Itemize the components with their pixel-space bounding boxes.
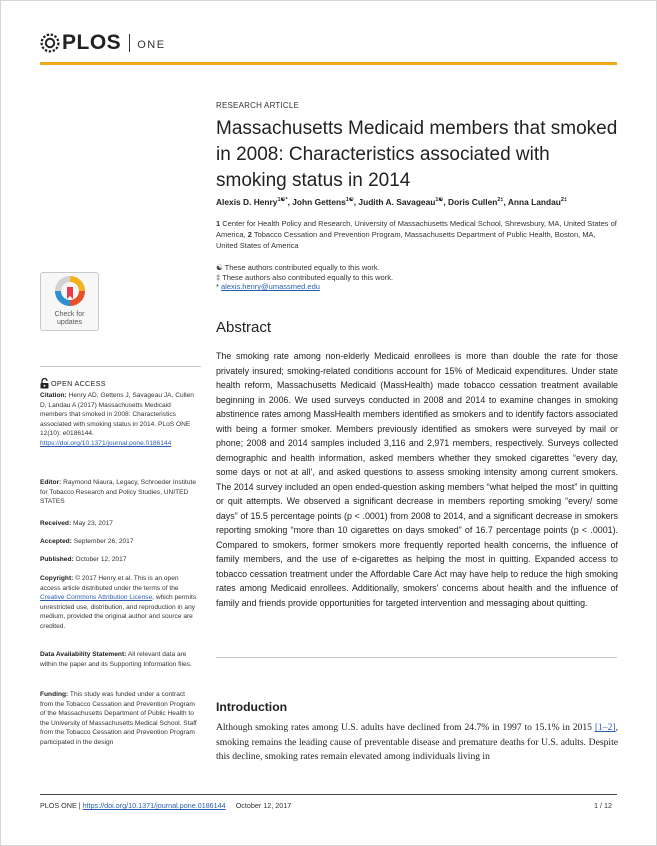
author-marks: 2‡ xyxy=(560,197,567,204)
citation-label: Citation: xyxy=(40,392,67,399)
introduction-body xyxy=(216,721,618,765)
open-access-label: OPEN ACCESS xyxy=(51,379,106,388)
editor-block xyxy=(40,478,200,507)
data-availability-label: Data Availability Statement: xyxy=(40,651,127,658)
copyright-label: Copyright: xyxy=(40,575,74,582)
plos-one-logo[interactable] xyxy=(40,31,166,55)
published-date: October 12, 2017 xyxy=(75,556,127,563)
citation-text: Henry AD, Gettens J, Savageau JA, Cullen D, Landau A (2017) Massachusetts Medicaid members that smoked in 2008: Characteristics associated with smoking status in 2014. PLoS ONE 12(10): e0186144. xyxy=(40,392,194,438)
affiliation-number: 1 xyxy=(216,219,221,228)
funding-label: Funding: xyxy=(40,691,69,698)
footer-citation xyxy=(40,801,291,810)
logo-separator xyxy=(129,34,130,52)
check-updates-line: updates xyxy=(57,319,82,326)
author-marks: 1☯* xyxy=(277,197,288,204)
also-contribution-note: ‡ These authors also contributed equally to this work. xyxy=(216,272,394,282)
sidebar-divider xyxy=(40,366,201,367)
header-accent-rule xyxy=(40,62,617,65)
corresponding-email-link[interactable]: alexis.henry@umassmed.edu xyxy=(221,282,320,292)
funding-block xyxy=(40,690,200,748)
accepted-label: Accepted: xyxy=(40,538,72,545)
check-updates-icon xyxy=(55,276,85,310)
published-label: Published: xyxy=(40,556,74,563)
introduction-heading: Introduction xyxy=(216,700,288,714)
received-date: May 23, 2017 xyxy=(73,520,113,527)
check-for-updates-button[interactable] xyxy=(40,272,99,331)
logo-one-text: ONE xyxy=(137,38,166,51)
article-type: RESEARCH ARTICLE xyxy=(216,101,300,110)
funding-text: This study was funded under a contract from the Tobacco Cessation and Prevention Program of the Massachusetts Department of Public Health to the University of Massachusetts Medical School. Staff from the Tobacco Cessation and Prevention Program participated in the design xyxy=(40,691,197,746)
accepted-date: September 26, 2017 xyxy=(73,538,134,545)
editor-text: Raymond Niaura, Legacy, Schroeder Institute for Tobacco Research and Policy Studies, UNITED STATES xyxy=(40,479,197,506)
affiliations xyxy=(216,218,618,251)
author-marks: 2‡ xyxy=(497,197,504,204)
affiliation-text: Center for Health Policy and Research, University of Massachusetts Medical School, Shrewsbury, MA, United States of America, xyxy=(216,219,617,239)
equal-contribution-note: ☯ These authors contributed equally to this work. xyxy=(216,263,380,272)
plos-logo-icon xyxy=(40,33,60,53)
corresponding-author-note xyxy=(216,282,618,292)
author-name[interactable]: Alexis D. Henry xyxy=(216,197,278,207)
logo-plos-text: PLOS xyxy=(62,31,122,54)
footer-rule xyxy=(40,794,617,795)
author-name[interactable]: John Gettens xyxy=(292,197,346,207)
received-label: Received: xyxy=(40,520,72,527)
intro-text: , smoking remains the leading cause of preventable disease and premature deaths for U.S. adults. Despite this decline, smoking rates remain elevated among individuals living in xyxy=(216,722,618,762)
abstract-body: The smoking rate among non-elderly Medicaid enrollees is more than double the rate for those privately insured; smoking-related conditions account for 15% of Medicaid expenditures. Under state health reform, Massachusetts Medicaid (MassHealth) made tobacco cessation treatment available beginning in 2006. We used surveys conducted in 2008 and 2014 to examine changes in smoking abstinence rates among MassHealth members identified as smokers and to identify factors associated with being a former smoker. Members previously identified as smokers were surveyed by mail or phone; 2008 and 2014 samples included 3,116 and 2,971 members, respectively. Surveys collected demographic and health information, asked members whether they smoked cigarettes “every day, some days or not at all’, and asked questions to assess smoking intensity among current smokers. The 2014 survey included an open ended-question asking members “what helped the most” in quitting or quit attempts. We observed a significant decrease in members reporting smoking “every/ some days” of 15.5 percentage points (p < .0001) from 2008 to 2014, and a significant decrease in smokers reporting smoking “more than 10 cigarettes on days smoked” of 16.7 percentage points (p < .0001). Compared to smokers, former smokers more frequently reported health concerns, the influence of family members, and the use of e-cigarettes as helping the most in quitting. Expanded access to tobacco cessation treatment under the Affordable Care Act may have help to reduce the high smoking rates among Medicaid enrollees. Additionally, smokers’ concerns about health and the influence of family and friends provide opportunities for targeted intervention and messaging about quitting. xyxy=(216,351,618,608)
author-notes xyxy=(216,263,618,292)
copyright-block xyxy=(40,574,200,632)
check-updates-line: Check for xyxy=(54,311,85,318)
copyright-rest: , which permits unrestricted use, distribution, and reproduction in any medium, provided the original author and source are credited. xyxy=(40,594,197,630)
footer-doi-link[interactable]: https://doi.org/10.1371/journal.pone.0186144 xyxy=(82,801,226,810)
accepted-line xyxy=(40,537,200,547)
corresponding-mark: * xyxy=(216,282,222,292)
published-line xyxy=(40,555,200,565)
citation-block xyxy=(40,391,200,449)
open-lock-icon xyxy=(40,378,49,389)
footer-journal: PLOS ONE | xyxy=(40,801,83,810)
reference-link[interactable]: [1–2] xyxy=(594,722,616,733)
abstract-divider xyxy=(216,657,617,658)
abstract-heading: Abstract xyxy=(216,319,272,336)
data-availability-text: All relevant data are within the paper and its Supporting Information files. xyxy=(40,651,192,668)
open-access-badge xyxy=(40,378,106,389)
author-marks: 1☯ xyxy=(345,197,354,204)
article-title: Massachusetts Medicaid members that smoked in 2008: Characteristics associated with smoking status in 2014 xyxy=(216,118,618,191)
author-marks: 1☯ xyxy=(435,197,444,204)
intro-text: Although smoking rates among U.S. adults have declined from 24.7% in 1997 to 15.1% in 2015 xyxy=(216,722,595,733)
author-name[interactable]: Judith A. Savageau xyxy=(358,197,436,207)
check-updates-label xyxy=(55,311,85,327)
editor-label: Editor: xyxy=(40,479,62,486)
received-line xyxy=(40,519,200,529)
affiliation-text: Tobacco Cessation and Prevention Program, Massachusetts Department of Public Health, Boston, MA, United States of America xyxy=(216,230,596,250)
author-name[interactable]: Anna Landau xyxy=(507,197,561,207)
license-link[interactable]: Creative Commons Attribution License xyxy=(40,594,153,602)
citation-doi-link[interactable]: https://doi.org/10.1371/journal.pone.0186144 xyxy=(40,439,172,447)
affiliation-number: 2 xyxy=(247,230,252,239)
data-availability-block xyxy=(40,650,200,669)
footer-page-number: 1 / 12 xyxy=(594,801,612,810)
copyright-text: © 2017 Henry et al. This is an open access article distributed under the terms of the xyxy=(40,575,179,592)
author-list: Alexis D. Henry$^{1☯*}$, John Gettens$^{1☯}$, Judith A. Savageau$^{1☯}$, Doris Cullen$^{2\ddagger}$, Anna Landau$^{2\ddagger}$ xyxy=(216,197,567,207)
footer-date: October 12, 2017 xyxy=(235,801,292,810)
author-name[interactable]: Doris Cullen xyxy=(448,197,498,207)
